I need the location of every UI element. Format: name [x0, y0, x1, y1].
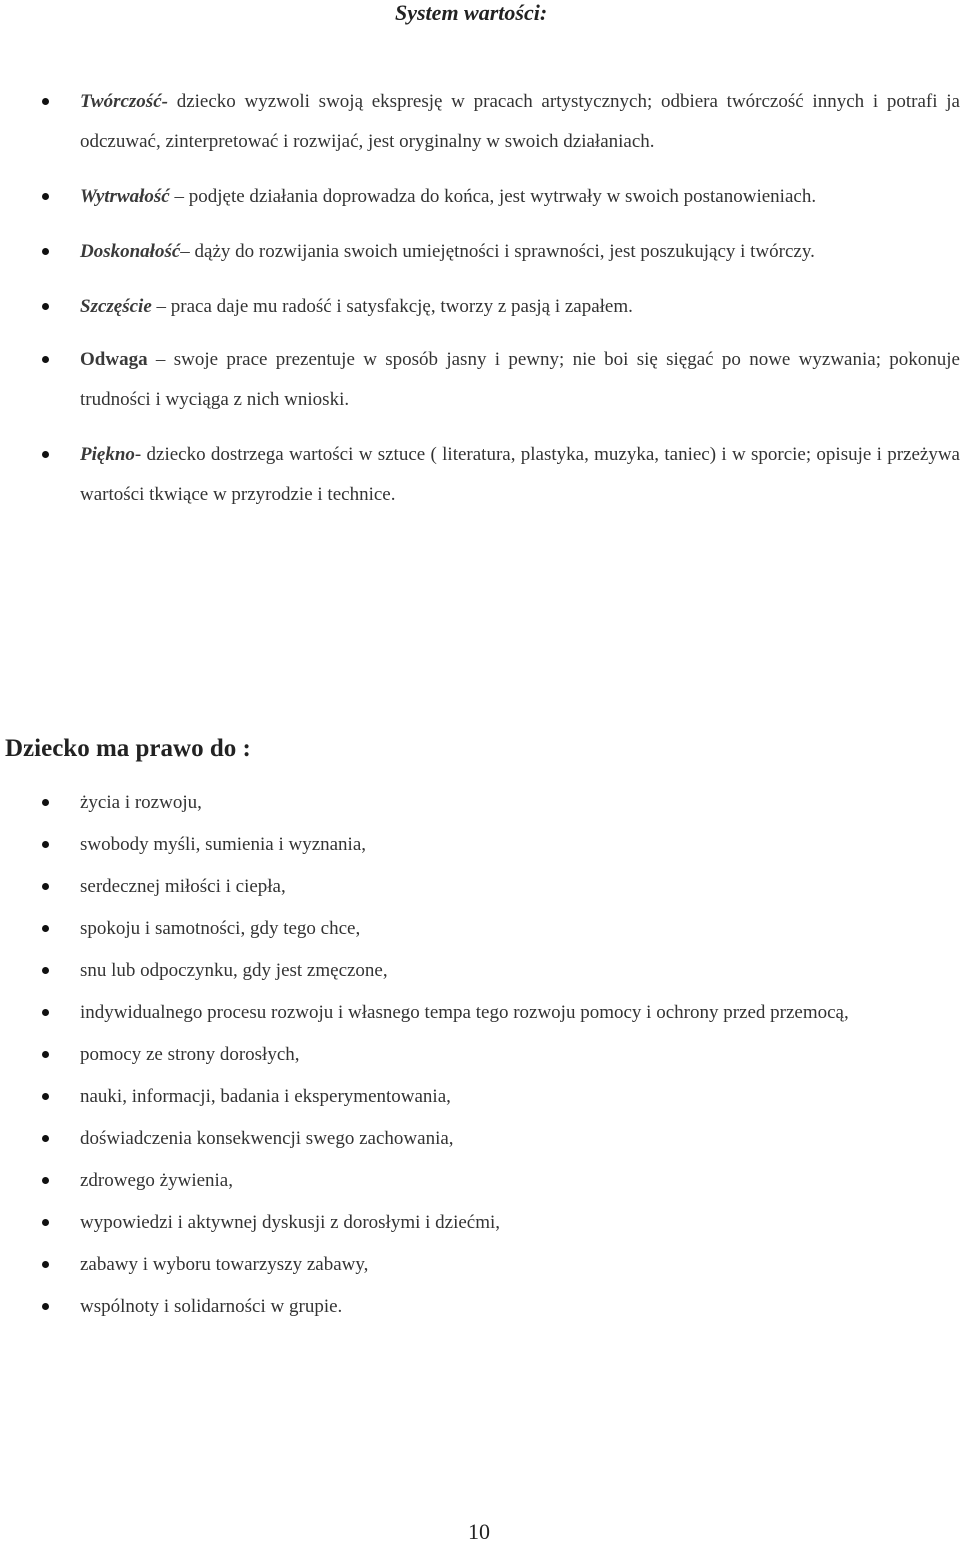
- value-item-creativity: [0, 82, 960, 162]
- rights-item-text: zdrowego żywienia,: [80, 1170, 233, 1191]
- bullet-icon: [42, 98, 49, 105]
- bullet-icon: [42, 303, 49, 310]
- rights-item: [0, 783, 960, 823]
- value-description: – swoje prace prezentuje w sposób jasny i pewny; nie boi się sięgać po nowe wyzwania; pokonuje trudności i wyciąga z nich wnioski.: [80, 349, 960, 410]
- rights-item: [0, 867, 960, 907]
- rights-item: [0, 993, 960, 1033]
- rights-item: [0, 1035, 960, 1075]
- rights-item-text: pomocy ze strony dorosłych,: [80, 1044, 300, 1065]
- bullet-icon: [42, 1219, 49, 1226]
- value-item-beauty: [0, 435, 960, 515]
- rights-item-text: zabawy i wyboru towarzyszy zabawy,: [80, 1254, 369, 1275]
- rights-item: [0, 1161, 960, 1201]
- rights-item: [0, 1119, 960, 1159]
- bullet-icon: [42, 248, 49, 255]
- rights-item-text: życia i rozwoju,: [80, 792, 202, 813]
- value-term: Twórczość-: [80, 91, 168, 112]
- bullet-icon: [42, 356, 49, 363]
- bullet-icon: [42, 799, 49, 806]
- bullet-icon: [42, 1009, 49, 1016]
- bullet-icon: [42, 1303, 49, 1310]
- value-term: Szczęście: [80, 296, 152, 317]
- bullet-icon: [42, 883, 49, 890]
- bullet-icon: [42, 925, 49, 932]
- bullet-icon: [42, 1051, 49, 1058]
- page-number: 10: [468, 1519, 490, 1544]
- bullet-icon: [42, 1135, 49, 1142]
- rights-heading: Dziecko ma prawo do :: [5, 735, 251, 762]
- value-term: Doskonałość: [80, 241, 181, 262]
- rights-item-text: wypowiedzi i aktywnej dyskusji z dorosłymi i dziećmi,: [80, 1212, 501, 1233]
- values-list: [0, 82, 960, 530]
- rights-item-text: snu lub odpoczynku, gdy jest zmęczone,: [80, 960, 388, 981]
- bullet-icon: [42, 841, 49, 848]
- value-term: Piękno: [80, 444, 135, 465]
- rights-item: [0, 1077, 960, 1117]
- bullet-icon: [42, 193, 49, 200]
- bullet-icon: [42, 1261, 49, 1268]
- bullet-icon: [42, 451, 49, 458]
- value-item-courage: [0, 340, 960, 420]
- value-description: – praca daje mu radość i satysfakcję, tworzy z pasją i zapałem.: [151, 296, 633, 317]
- value-term: Odwaga: [80, 349, 148, 370]
- rights-item: [0, 909, 960, 949]
- value-description: – podjęte działania doprowadza do końca, jest wytrwały w swoich postanowieniach.: [169, 186, 817, 207]
- rights-item-text: doświadczenia konsekwencji swego zachowania,: [80, 1128, 454, 1149]
- value-description: – dąży do rozwijania swoich umiejętności i sprawności, jest poszukujący i twórczy.: [180, 241, 815, 262]
- rights-item: [0, 1287, 960, 1327]
- rights-item: [0, 1203, 960, 1243]
- rights-item-text: nauki, informacji, badania i eksperymentowania,: [80, 1086, 451, 1107]
- bullet-icon: [42, 1093, 49, 1100]
- rights-item: [0, 825, 960, 865]
- page-title: System wartości:: [395, 0, 548, 25]
- rights-item-text: wspólnoty i solidarności w grupie.: [80, 1296, 343, 1317]
- bullet-icon: [42, 1177, 49, 1184]
- value-item-perfection: [0, 232, 960, 272]
- bullet-icon: [42, 967, 49, 974]
- rights-item: [0, 951, 960, 991]
- rights-item-text: swobody myśli, sumienia i wyznania,: [80, 834, 367, 855]
- rights-item-text: spokoju i samotności, gdy tego chce,: [80, 918, 361, 939]
- value-item-perseverance: [0, 177, 960, 217]
- value-item-happiness: [0, 287, 960, 327]
- rights-list: [0, 783, 960, 1329]
- rights-item-text: indywidualnego procesu rozwoju i własnego tempa tego rozwoju pomocy i ochrony przed przemocą,: [80, 1002, 849, 1023]
- value-description: - dziecko dostrzega wartości w sztuce ( literatura, plastyka, muzyka, taniec) i w sporcie; opisuje i przeżywa wartości tkwiące w przyrodzie i technice.: [80, 444, 960, 505]
- rights-item-text: serdecznej miłości i ciepła,: [80, 876, 286, 897]
- rights-item: [0, 1245, 960, 1285]
- value-description: dziecko wyzwoli swoją ekspresję w pracach artystycznych; odbiera twórczość innych i potrafi ja odczuwać, zinterpretować i rozwijać, jest oryginalny w swoich działaniach.: [80, 91, 960, 152]
- value-term: Wytrwałość: [80, 186, 170, 207]
